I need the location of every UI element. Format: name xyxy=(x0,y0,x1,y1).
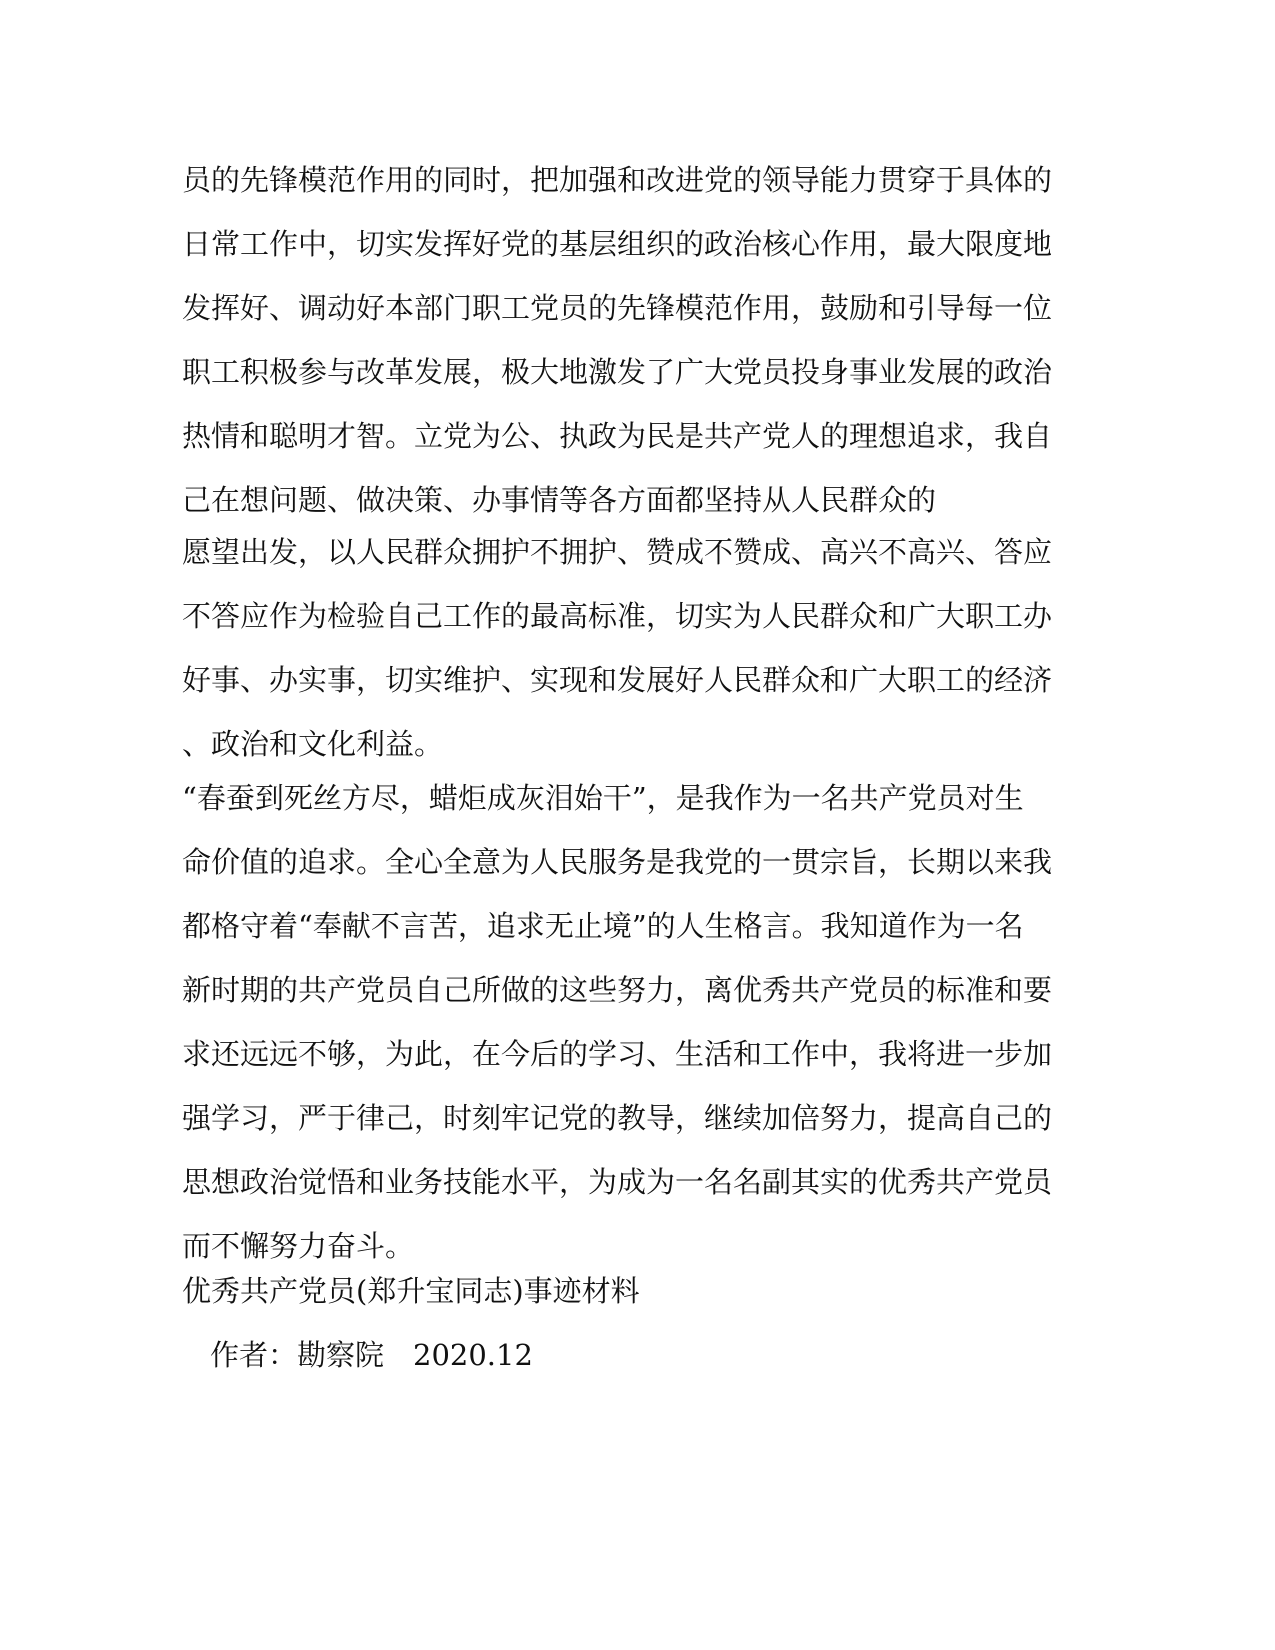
paragraph-c xyxy=(182,766,1053,1278)
text-line: 都格守着“奉献不言苦，追求无止境”的人生格言。我知道作为一名 xyxy=(182,909,1024,943)
text-line: 好事、办实事，切实维护、实现和发展好人民群众和广大职工的经济 xyxy=(182,663,1053,697)
text-line: 命价值的追求。全心全意为人民服务是我党的一贯宗旨，长期以来我 xyxy=(182,845,1053,879)
text-line: 而不懈努力奋斗。 xyxy=(182,1229,415,1263)
text-line: 思想政治觉悟和业务技能水平，为成为一名名副其实的优秀共产党员 xyxy=(182,1165,1053,1199)
text-line: 不答应作为检验自己工作的最高标准，切实为人民群众和广大职工办 xyxy=(182,599,1053,633)
text-line: 求还远远不够，为此，在今后的学习、生活和工作中，我将进一步加 xyxy=(182,1037,1053,1071)
text-line: 、政治和文化利益。 xyxy=(182,727,444,761)
text-line: 日常工作中，切实发挥好党的基层组织的政治核心作用，最大限度地 xyxy=(182,227,1053,261)
text-line: 强学习，严于律己，时刻牢记党的教导，继续加倍努力，提高自己的 xyxy=(182,1101,1053,1135)
text-line: 愿望出发，以人民群众拥护不拥护、赞成不赞成、高兴不高兴、答应 xyxy=(182,535,1053,569)
text-line: 己在想问题、做决策、办事情等各方面都坚持从人民群众的 xyxy=(182,483,937,517)
text-line: “春蚕到死丝方尽，蜡炬成灰泪始干”，是我作为一名共产党员对生 xyxy=(182,781,1024,815)
paragraph-b xyxy=(182,520,1053,776)
text-line: 热情和聪明才智。立党为公、执政为民是共产党人的理想追求，我自 xyxy=(182,419,1053,453)
document-title: 优秀共产党员(郑升宝同志)事迹材料 xyxy=(182,1274,640,1308)
text-line: 职工积极参与改革发展，极大地激发了广大党员投身事业发展的政治 xyxy=(182,355,1053,389)
text-line: 新时期的共产党员自己所做的这些努力，离优秀共产党员的标准和要 xyxy=(182,973,1053,1007)
text-line: 发挥好、调动好本部门职工党员的先锋模范作用，鼓励和引导每一位 xyxy=(182,291,1053,325)
paragraph-a xyxy=(182,148,1053,532)
text-line: 员的先锋模范作用的同时，把加强和改进党的领导能力贯穿于具体的 xyxy=(182,163,1053,197)
author-date-line: 作者：勘察院 2020.12 xyxy=(210,1338,533,1372)
